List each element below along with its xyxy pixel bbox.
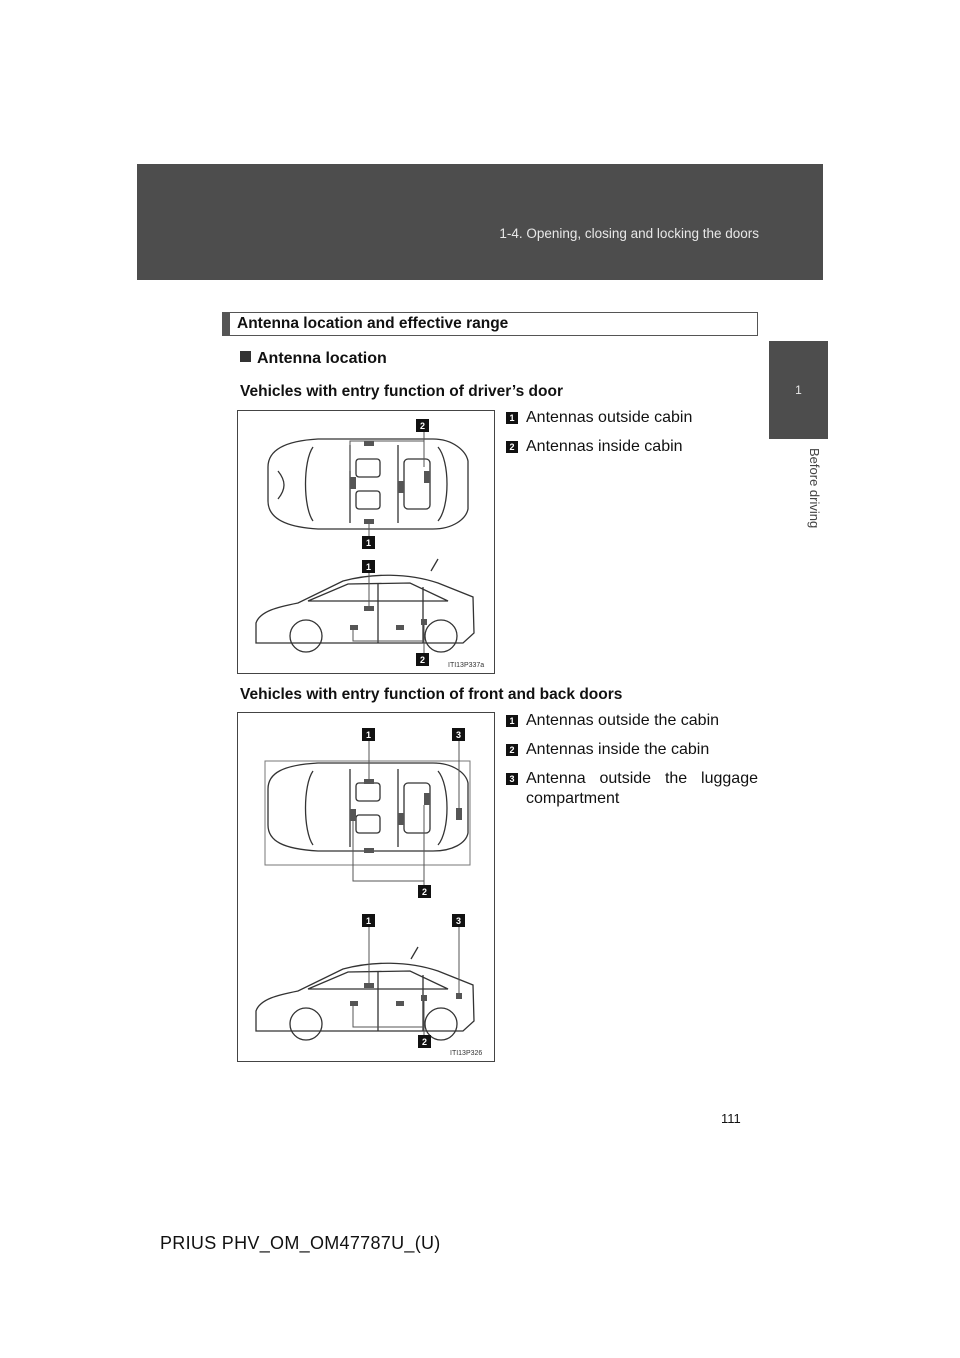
legend-item (506, 711, 758, 731)
legend-text: Antennas inside the cabin (526, 741, 710, 758)
svg-text:3: 3 (455, 730, 462, 740)
svg-text:2: 2 (419, 421, 426, 431)
figure-code: ITI13P326 (450, 1050, 483, 1057)
group-2-caption: Vehicles with entry function of front and back doors (240, 686, 623, 703)
figure-driver-door (237, 410, 495, 674)
svg-text:1: 1 (365, 730, 372, 740)
number-badge: 2 (506, 441, 518, 453)
number-badge: 1 (506, 412, 518, 424)
subheading-text: Antenna location (257, 350, 387, 367)
svg-text:2: 2 (421, 1037, 428, 1047)
legend-text: Antennas outside cabin (526, 409, 693, 426)
section-heading-bar (223, 313, 230, 335)
svg-text:1: 1 (365, 916, 372, 926)
chapter-tab-label: Before driving (807, 448, 822, 529)
car-diagram-driver-door (238, 411, 494, 673)
svg-text:2: 2 (419, 655, 426, 665)
group-1-caption: Vehicles with entry function of driver’s door (240, 383, 563, 400)
legend-text: Antenna outside the luggage compartment (526, 770, 758, 807)
legend-item (506, 740, 758, 760)
number-badge: 2 (506, 744, 518, 756)
legend-item (506, 437, 758, 457)
legend-driver-door (506, 408, 758, 466)
car-diagram-front-back-doors (238, 713, 494, 1061)
legend-front-back-doors (506, 711, 758, 818)
legend-text: Antennas outside the cabin (526, 712, 720, 729)
svg-text:3: 3 (455, 916, 462, 926)
header-band (137, 164, 823, 280)
svg-text:2: 2 (421, 887, 428, 897)
number-badge: 1 (506, 715, 518, 727)
number-badge: 3 (506, 773, 518, 785)
square-bullet-icon (240, 351, 251, 362)
svg-text:1: 1 (365, 538, 372, 548)
section-heading (222, 312, 758, 336)
section-title: Antenna location and effective range (237, 315, 509, 332)
legend-text: Antennas inside cabin (526, 438, 683, 455)
svg-text:1: 1 (365, 562, 372, 572)
figure-front-back-doors (237, 712, 495, 1062)
subheading (240, 350, 387, 368)
document-footer: PRIUS PHV_OM_OM47787U_(U) (160, 1233, 441, 1253)
chapter-tab-number: 1 (769, 341, 828, 439)
legend-item (506, 408, 758, 428)
page-number: 111 (721, 1111, 741, 1126)
legend-item (506, 769, 758, 809)
figure-code: ITI13P337a (448, 662, 485, 669)
chapter-title: 1-4. Opening, closing and locking the doors (499, 226, 759, 241)
